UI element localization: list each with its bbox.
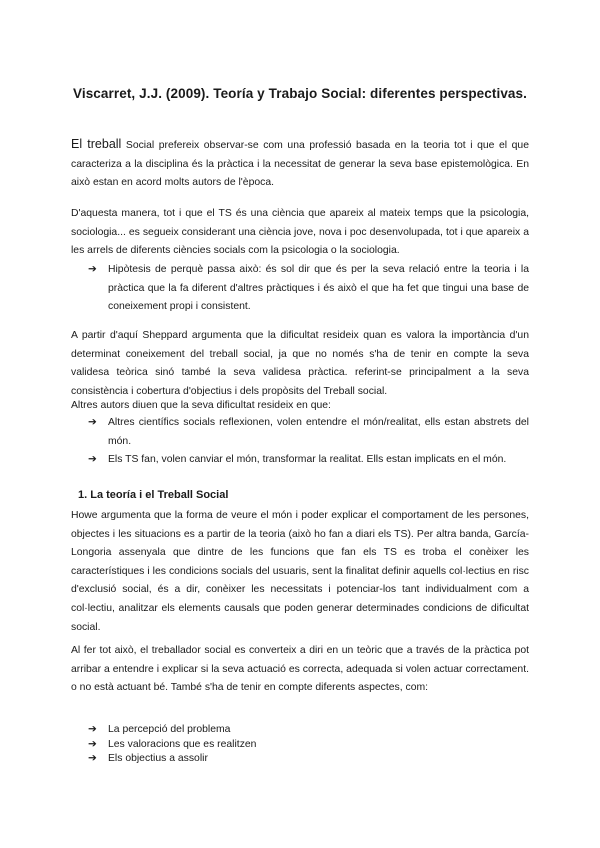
arrow-icon: ➔ bbox=[88, 724, 97, 735]
section-heading: 1. La teoría i el Treball Social bbox=[78, 489, 229, 501]
paragraph-3: A partir d'aquí Sheppard argumenta que la dificultat resideix quan es valora la importància d'un determinat coneixement del treball social, ja que no només s'ha de tenir en compte la seva validesa teòrica sinó també la seva validesa pràctica. referint-se principalment a la seva consistència i cobertura d'objectius i dels propòsits del Treball social. bbox=[71, 330, 529, 397]
list-item: ➔ Hipòtesis de perquè passa això: és sol dir que és per la seva relació entre la teoria i la pràctica que la fa diferent d'altres pràctiques i és això el que ha fet que tingui una base de coneixement propi i consistent. bbox=[88, 261, 529, 317]
paragraph-1 bbox=[71, 135, 529, 193]
authors-list bbox=[88, 414, 529, 470]
list-item: ➔ Els TS fan, volen canviar el món, transformar la realitat. Ells estan implicats en el món. bbox=[88, 451, 529, 470]
arrow-icon: ➔ bbox=[88, 264, 97, 275]
paragraph-1-lead: El treball bbox=[71, 137, 122, 151]
list-item: ➔ Les valoracions que es realitzen bbox=[88, 738, 529, 753]
arrow-icon: ➔ bbox=[88, 417, 97, 428]
arrow-icon: ➔ bbox=[88, 454, 97, 466]
arrow-icon: ➔ bbox=[88, 738, 97, 750]
list-item: ➔ La percepció del problema bbox=[88, 723, 529, 738]
list-item: ➔ Els objectius a assolir bbox=[88, 752, 529, 767]
paragraph-2: D'aquesta manera, tot i que el TS és una ciència que apareix al mateix temps que la psicologia, sociologia... es segueix considerant una ciència jove, nova i poc desenvolupada, tot i que apareix a les arrels de diferents ciències socials com la psicologia o la sociologia. bbox=[71, 208, 529, 257]
paragraph-1-text: Social prefereix observar-se com una professió basada en la teoria tot i que el que caracteriza a la disciplina és la pràctica i la necessitat de generar la seva base epistemològica. En això estan en acord molts autors de l'època. bbox=[71, 140, 529, 189]
paragraph-4: Altres autors diuen que la seva dificultat resideix en que: bbox=[71, 400, 331, 411]
document-title: Viscarret, J.J. (2009). Teoría y Trabajo Social: diferentes perspectivas. bbox=[72, 86, 527, 101]
arrow-icon: ➔ bbox=[88, 753, 97, 764]
list-item: ➔ Altres científics socials reflexionen, volen entendre el món/realitat, ells estan abstrets del món. bbox=[88, 414, 529, 451]
paragraph-6: Al fer tot això, el treballador social es converteix a diri en un teòric que a través de la pràctica pot arribar a entendre i explicar si la seva actuació es correcta, adequada si volen actuar correctament. o no està actuant bé. També s'ha de tenir en compte diferents aspectes, com: bbox=[71, 645, 529, 694]
paragraph-5: Howe argumenta que la forma de veure el món i poder explicar el comportament de les persones, objectes i les situacions es a partir de la teoria (això ho fan a diari els TS). Per altra banda, García-Longoria assenyala que dintre de les funcions que fan els TS es troba el conèixer les característiques i les condicions socials del usuaris, sent la finalitat definir aquells col·lectius en risc d'exclusió social, és a dir, conèixer les necessitats i potenciar-los tant individualment com a col·lectiu, analitzar els elements causals que poden generar determinades condicions de dificultat social. bbox=[71, 510, 529, 633]
aspects-list bbox=[88, 723, 529, 767]
hypothesis-list bbox=[88, 261, 529, 317]
